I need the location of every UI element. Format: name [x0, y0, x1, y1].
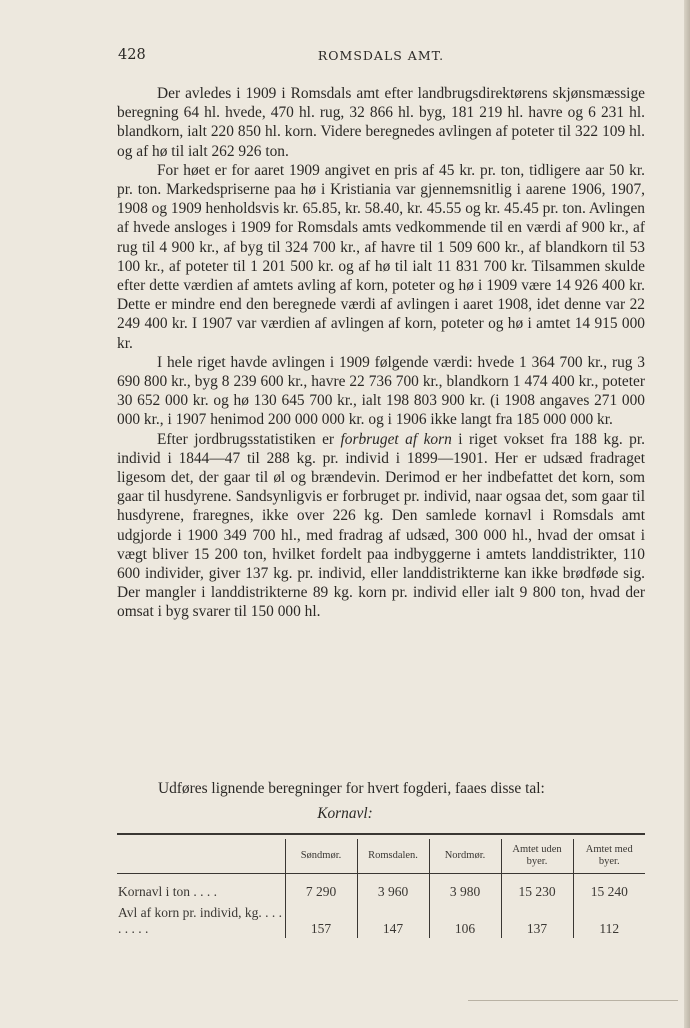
table-intro: Udføres lignende beregninger for hvert fogderi, faaes disse tal: [158, 780, 545, 797]
page-edge [684, 0, 690, 1028]
italic-term: forbruget af korn [340, 430, 452, 448]
paragraph: I hele riget havde avlingen i 1909 følgende værdi: hvede 1 364 700 kr., rug 3 690 800 kr., byg 8 239 600 kr., havre 22 736 700 kr., blandkorn 1 474 400 kr., poteter 30 652 000 kr. og hø 130 645 700 kr., ialt 198 803 900 kr. (i 1908 angaves 271 000 000 kr., i 1907 henimod 200 000 000 kr. og i 1906 ikke langt fra 185 000 000 kr. [117, 353, 645, 429]
text-run: i riget vokset fra 188 kg. pr. individ i 1844—47 til 288 kg. pr. individ i 1899—1901. Her er udsæd fradraget ligesom det, der gaar til øl og brændevin. Derimod er her indbefattet det korn, som gaar til husdyrene. Sandsynligvis er forbruget pr. individ, naar ogsaa det, som gaar til husdyrene, fraregnes, ikke over 226 kg. Den samlede kornavl i Romsdals amt udgjorde i 1900 349 700 hl., med fradrag af udsæd, 300 000 hl., hvad der omsat i vægt bliver 15 200 ton, hvilket fordelt paa indbyggerne i amtets landdistrikter, 110 600 individer, giver 137 kg. pr. individ, eller landdistrikterne kan ikke brødføde sig. Der mangler i landdistrikterne 89 kg. korn pr. individ eller ialt 9 800 ton, hvad der omsat i byg svarer til 150 000 hl. [117, 430, 645, 621]
table-cell: 3 960 [357, 874, 429, 906]
column-header: Amtet uden byer. [501, 839, 573, 874]
running-head: ROMSDALS AMT. [317, 48, 445, 63]
paragraph-consumption [117, 430, 645, 622]
table-cell: 137 [501, 905, 573, 938]
paragraph: For høet er for aaret 1909 angivet en pris af 45 kr. pr. ton, tidligere aar 50 kr. pr. ton. Markedspriserne paa hø i Kristiania var gjennemsnitlig i aarene 1906, 1907, 1908 og 1909 henholdsvis kr. 65.85, kr. 58.40, kr. 45.55 og kr. 45.45 pr. ton. Avlingen af hvede ansloges i 1909 for Romsdals amts vedkommende til en værdi af 900 kr., af rug til 4 900 kr., af byg til 324 700 kr., af havre til 1 509 600 kr., af blandkorn til 53 100 kr., af poteter til 1 201 500 kr. og af hø til ialt 11 831 700 kr. Tilsammen skulde efter dette værdien af amtets avling af korn, poteter og hø i 1909 være 14 926 400 kr. Dette er mindre end den beregnede værdi af avlingen i aaret 1908, idet denne var 22 249 400 kr. I 1907 var værdien af avlingen af korn, poteter og hø i amtet 14 915 000 kr. [117, 161, 645, 352]
column-header: Nordmør. [429, 839, 501, 874]
table-cell: 106 [429, 905, 501, 938]
table-cell: 15 230 [501, 874, 573, 906]
column-header: Amtet med byer. [573, 839, 645, 874]
table-cell: 112 [573, 905, 645, 938]
table-cell: 3 980 [429, 874, 501, 906]
text-run: Efter jordbrugsstatistiken er [157, 430, 341, 448]
table-cell: 157 [285, 905, 357, 938]
column-header: Søndmør. [285, 839, 357, 874]
page-bottom-rule [468, 1000, 678, 1001]
page-number: 428 [118, 47, 146, 63]
table-top-rule [117, 833, 645, 835]
table-cell: 15 240 [573, 874, 645, 906]
body-text [117, 84, 645, 622]
table-cell: 147 [357, 905, 429, 938]
table-row [117, 874, 645, 906]
row-label: Kornavl i ton . . . . [118, 884, 217, 899]
column-header: Romsdalen. [357, 839, 429, 874]
table-title: Kornavl: [317, 805, 373, 822]
row-label: Avl af korn pr. individ, kg. . . . . . . . . [118, 905, 282, 936]
table-header-blank [117, 839, 285, 874]
table-row [117, 905, 645, 938]
page-header [118, 47, 644, 67]
paragraph: Der avledes i 1909 i Romsdals amt efter landbrugsdirektørens skjønsmæssige beregning 64 hl. hvede, 470 hl. rug, 32 866 hl. byg, 181 219 hl. havre og 6 231 hl. blandkorn, ialt 220 850 hl. korn. Videre beregnedes avlingen af poteter til 322 109 hl. og af hø til ialt 262 926 ton. [117, 85, 645, 160]
kornavl-table [117, 839, 645, 938]
table-cell: 7 290 [285, 874, 357, 906]
table-header-row [117, 839, 645, 874]
